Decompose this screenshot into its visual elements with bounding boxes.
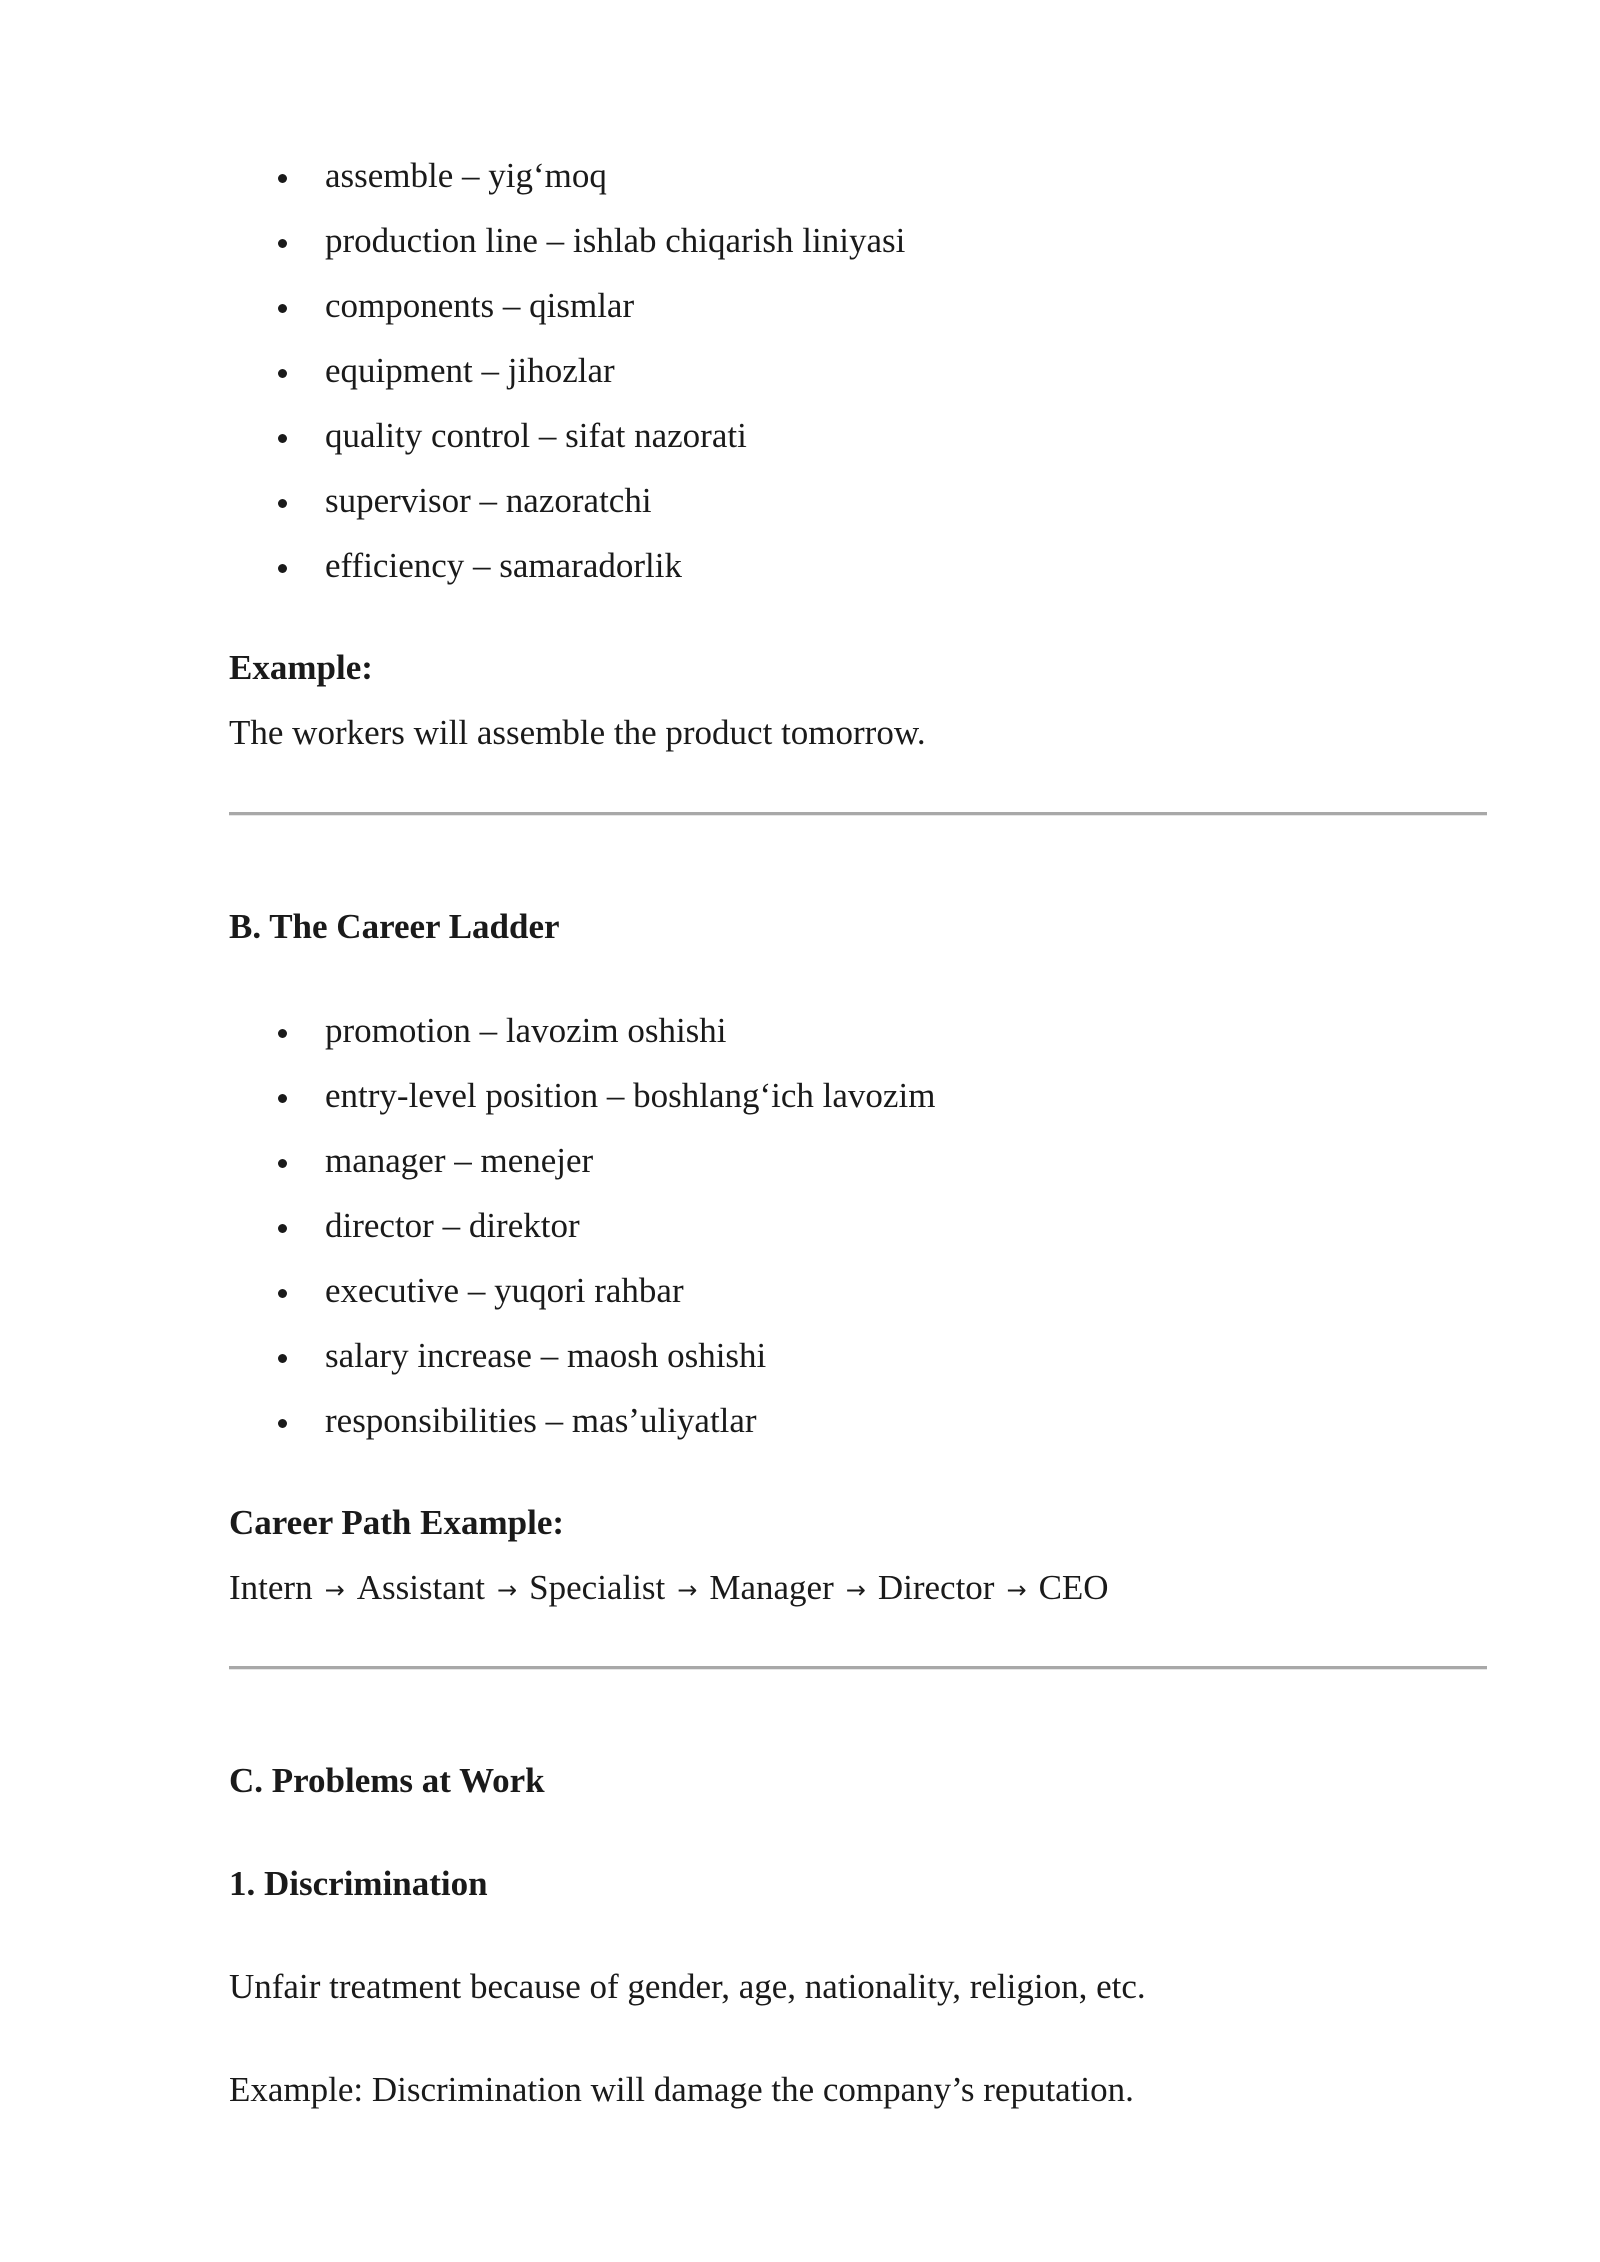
list-item <box>229 208 905 273</box>
list-item <box>229 1193 935 1258</box>
vocab-term: entry-level position – boshlang‘ich lavozim <box>325 1076 936 1115</box>
list-item <box>229 1128 935 1193</box>
list-item <box>229 403 905 468</box>
subsection-title-discrimination: 1. Discrimination <box>229 1864 488 1903</box>
bullet-icon <box>278 174 287 183</box>
vocab-term: components – qismlar <box>325 286 635 325</box>
vocab-term: equipment – jihozlar <box>325 351 615 390</box>
list-item <box>229 1323 935 1388</box>
vocab-term: assemble – yig‘moq <box>325 156 607 195</box>
career-step: Assistant <box>356 1568 486 1607</box>
list-item <box>229 1258 935 1323</box>
vocab-term: production line – ishlab chiqarish liniyasi <box>325 221 906 260</box>
vocab-term: responsibilities – mas’uliyatlar <box>325 1401 757 1440</box>
section-title-problems: C. Problems at Work <box>229 1761 545 1800</box>
example-sentence: Example: Discrimination will damage the company’s reputation. <box>229 2070 1134 2109</box>
list-item <box>229 1388 935 1453</box>
career-path-heading: Career Path Example: <box>229 1503 565 1542</box>
right-arrow-icon: → <box>677 1576 698 1604</box>
list-item <box>229 998 935 1063</box>
list-item <box>229 273 905 338</box>
section-divider <box>229 1666 1487 1670</box>
vocab-term: executive – yuqori rahbar <box>325 1271 684 1310</box>
career-step: CEO <box>1038 1568 1109 1607</box>
bullet-icon <box>278 1419 287 1428</box>
career-step: Manager <box>709 1568 834 1607</box>
vocab-list-a <box>229 143 905 598</box>
list-item <box>229 533 905 598</box>
bullet-icon <box>278 304 287 313</box>
vocab-term: salary increase – maosh oshishi <box>325 1336 767 1375</box>
vocab-term: director – direktor <box>325 1206 580 1245</box>
bullet-icon <box>278 499 287 508</box>
bullet-icon <box>278 239 287 248</box>
vocab-term: supervisor – nazoratchi <box>325 481 652 520</box>
list-item <box>229 338 905 403</box>
bullet-icon <box>278 1224 287 1233</box>
bullet-icon <box>278 434 287 443</box>
example-heading: Example: <box>229 648 373 687</box>
list-item <box>229 143 905 208</box>
section-divider <box>229 812 1487 816</box>
career-path <box>229 1566 1109 1613</box>
bullet-icon <box>278 369 287 378</box>
bullet-icon <box>278 1029 287 1038</box>
right-arrow-icon: → <box>497 1576 518 1604</box>
bullet-icon <box>278 1159 287 1168</box>
vocab-term: quality control – sifat nazorati <box>325 416 747 455</box>
example-sentence: The workers will assemble the product tomorrow. <box>229 713 926 752</box>
vocab-term: promotion – lavozim oshishi <box>325 1011 727 1050</box>
career-step: Intern <box>229 1568 313 1607</box>
right-arrow-icon: → <box>324 1576 345 1604</box>
bullet-icon <box>278 1289 287 1298</box>
vocab-list-b <box>229 998 935 1453</box>
list-item <box>229 1063 935 1128</box>
career-step: Specialist <box>529 1568 666 1607</box>
list-item <box>229 468 905 533</box>
vocab-term: efficiency – samaradorlik <box>325 546 682 585</box>
bullet-icon <box>278 1354 287 1363</box>
bullet-icon <box>278 1094 287 1103</box>
definition-text: Unfair treatment because of gender, age, nationality, religion, etc. <box>229 1967 1146 2006</box>
right-arrow-icon: → <box>1006 1576 1027 1604</box>
vocab-term: manager – menejer <box>325 1141 594 1180</box>
career-step: Director <box>877 1568 995 1607</box>
bullet-icon <box>278 564 287 573</box>
right-arrow-icon: → <box>845 1576 866 1604</box>
section-title-career-ladder: B. The Career Ladder <box>229 907 560 946</box>
